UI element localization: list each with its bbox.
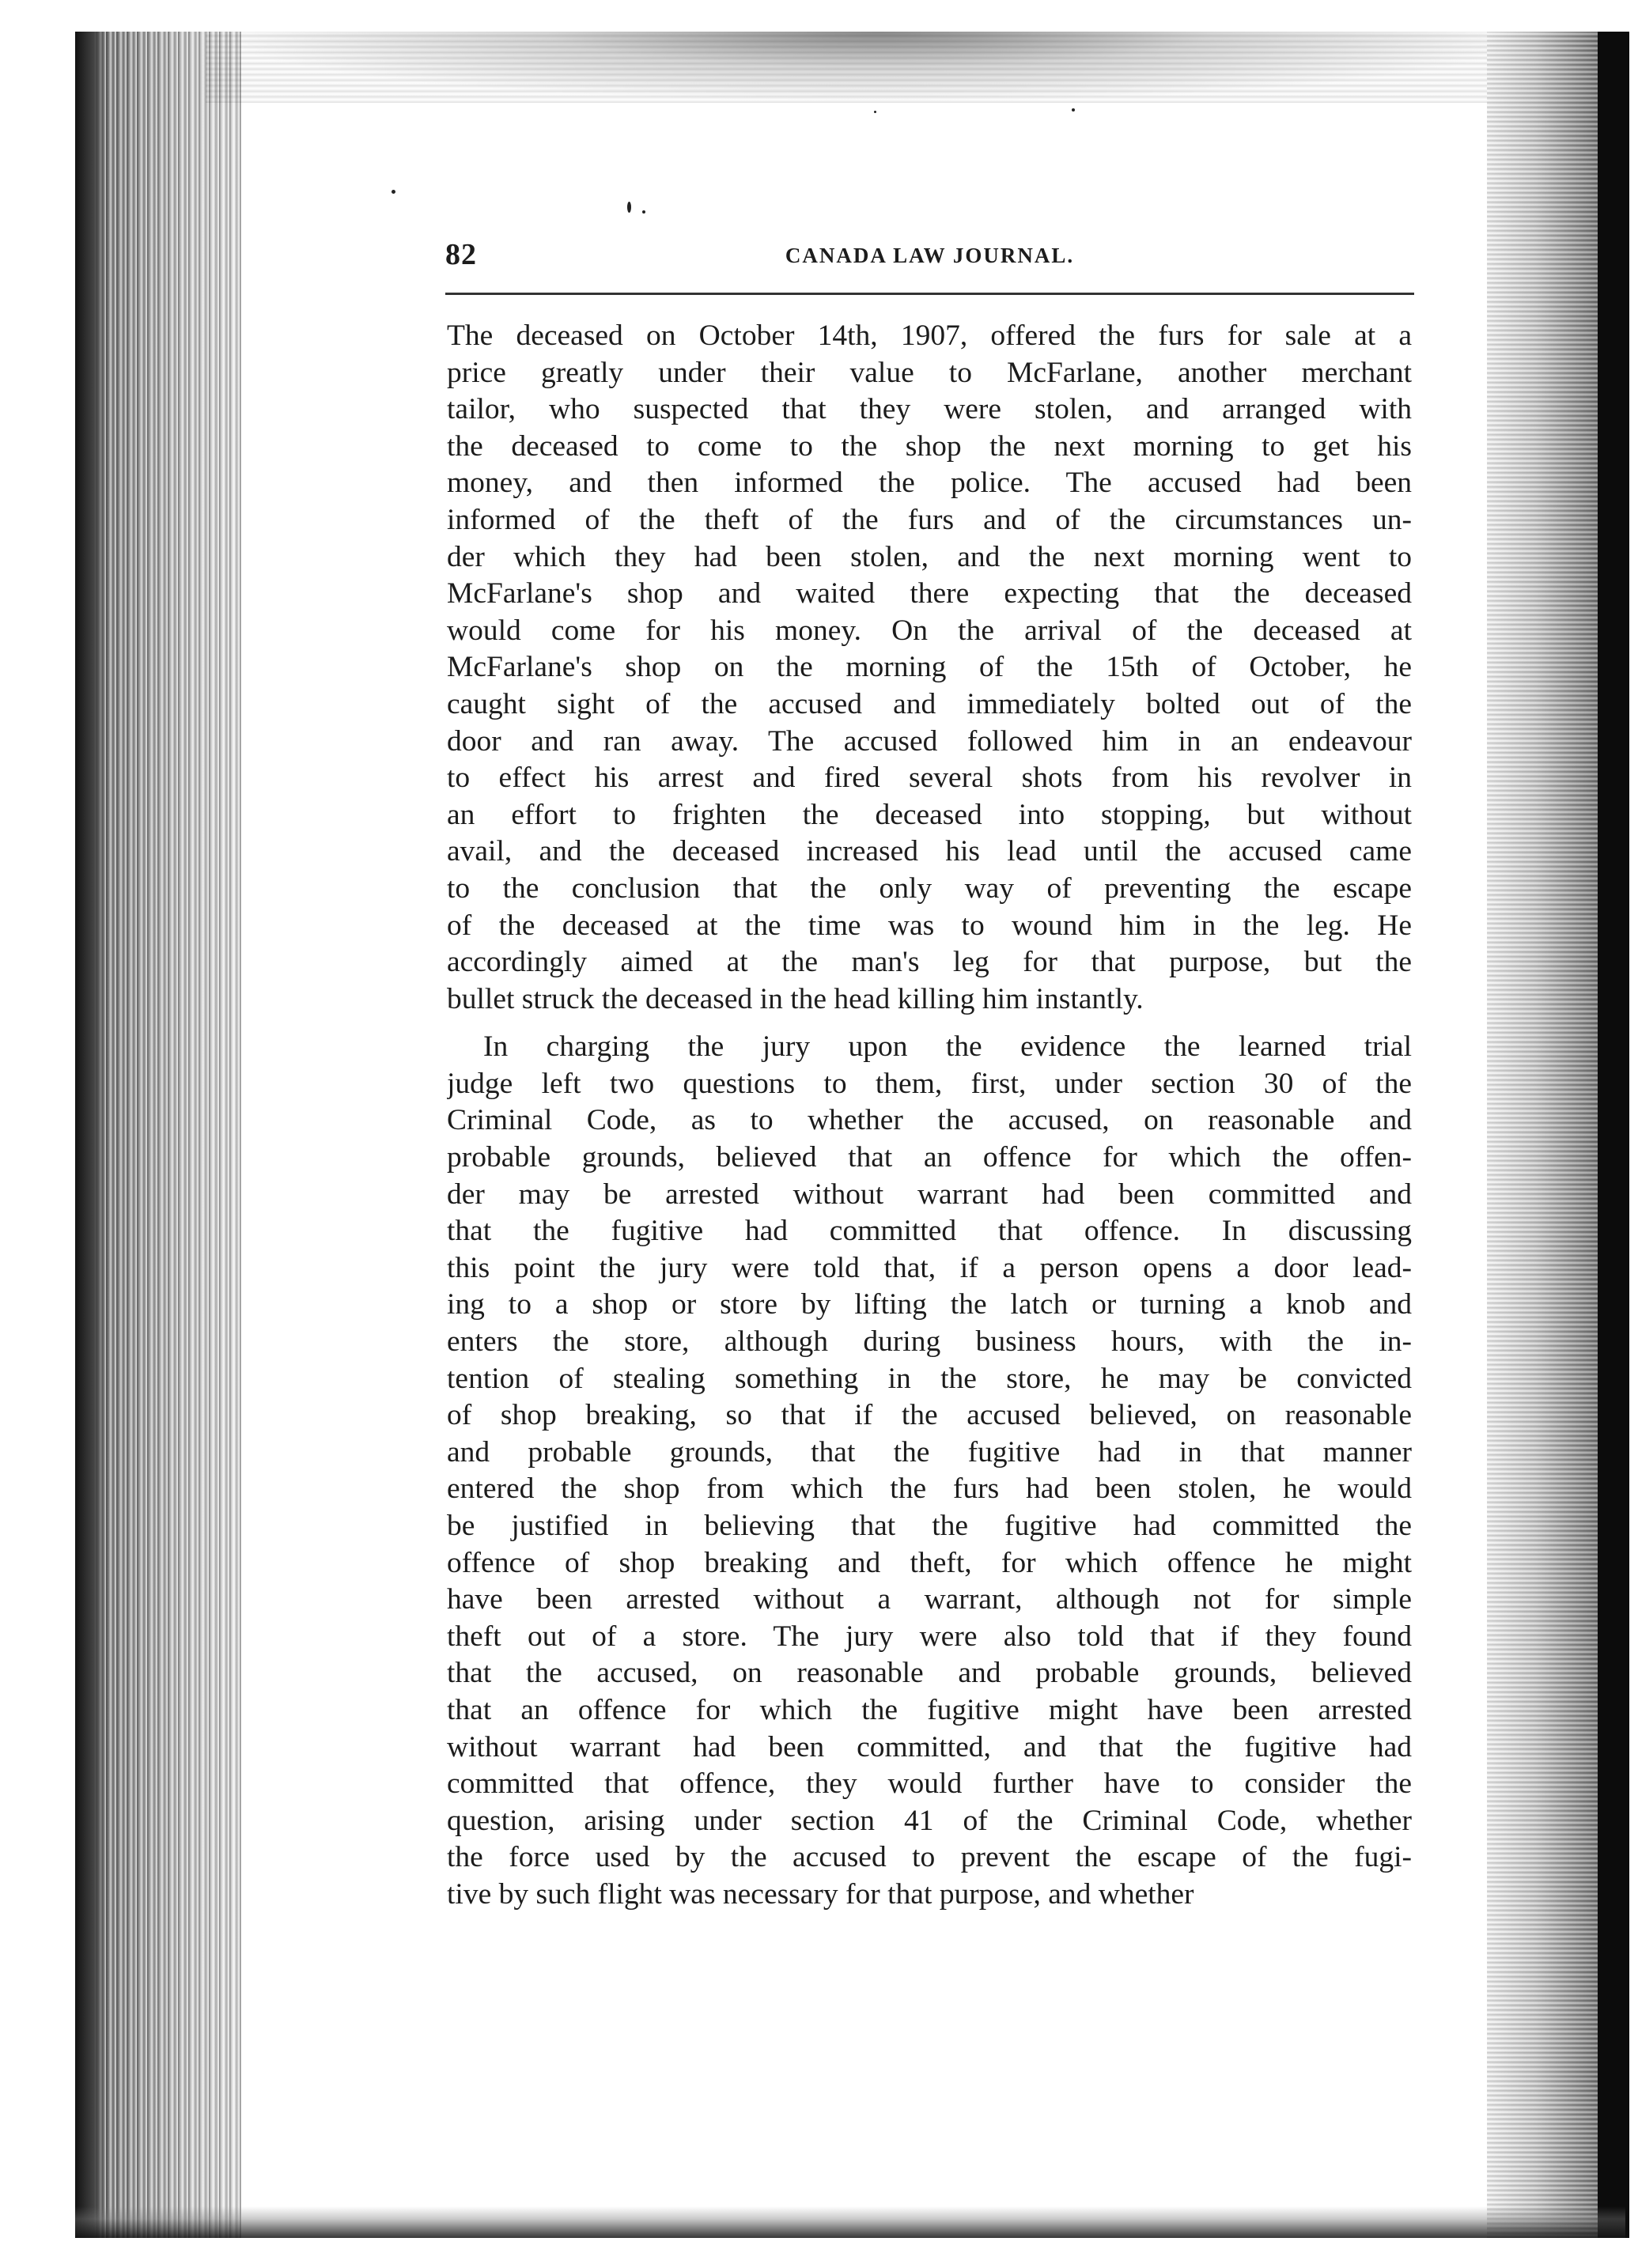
article-body xyxy=(447,318,1412,1914)
text-line: money, and then informed the police. The accused had been xyxy=(447,467,1412,500)
text-line: the deceased to come to the shop the next morning to get his xyxy=(447,429,1412,463)
scan-speck xyxy=(392,190,395,194)
text-line: tive by such flight was necessary for that purpose, and whether xyxy=(447,1877,1194,1911)
text-line: tailor, who suspected that they were stolen, and arranged with xyxy=(447,393,1412,426)
text-line: der which they had been stolen, and the next morning went to xyxy=(447,540,1412,573)
text-line: entered the shop from which the furs had been stolen, he would xyxy=(447,1472,1412,1506)
text-line: to effect his arrest and fired several shots from his revolver in xyxy=(447,762,1412,795)
text-line: offence of shop breaking and theft, for which offence he might xyxy=(447,1546,1412,1579)
running-head xyxy=(445,237,1414,285)
scan-top-edge xyxy=(206,32,1550,103)
text-line: theft out of a store. The jury were also told that if they found xyxy=(447,1620,1412,1653)
text-line: would come for his money. On the arrival of the deceased at xyxy=(447,614,1412,647)
paragraph-gap xyxy=(447,1018,1412,1029)
text-line: be justified in believing that the fugitive had committed the xyxy=(447,1510,1412,1542)
text-line: without warrant had been committed, and that the fugitive had xyxy=(447,1730,1412,1763)
text-line: tention of stealing something in the store, he may be convicted xyxy=(447,1362,1412,1395)
scan-speck xyxy=(874,111,876,113)
text-line: McFarlane's shop on the morning of the 15th of October, he xyxy=(447,651,1412,684)
text-line: of shop breaking, so that if the accused believed, on reasonable xyxy=(447,1399,1412,1432)
text-line: to the conclusion that the only way of preventing the escape xyxy=(447,871,1412,905)
text-line: price greatly under their value to McFarlane, another merchant xyxy=(447,356,1412,389)
text-line: der may be arrested without warrant had been committed and xyxy=(447,1177,1412,1211)
text-line: Criminal Code, as to whether the accused, on reasonable and xyxy=(447,1104,1412,1137)
text-line: ing to a shop or store by lifting the latch or turning a knob and xyxy=(447,1288,1412,1321)
paragraph-2 xyxy=(447,1029,1412,1913)
scan-speck xyxy=(627,202,631,213)
text-line: avail, and the deceased increased his lead until the accused came xyxy=(447,835,1412,868)
journal-title: CANADA LAW JOURNAL. xyxy=(785,244,1075,267)
text-line: informed of the theft of the furs and of the circumstances un- xyxy=(447,503,1412,536)
text-line: that an offence for which the fugitive might have been arrested xyxy=(447,1693,1412,1726)
text-line: bullet struck the deceased in the head killing him instantly. xyxy=(447,982,1144,1015)
text-line: probable grounds, believed that an offence for which the offen- xyxy=(447,1141,1412,1174)
scan-right-bar xyxy=(1598,32,1629,2238)
text-line: an effort to frighten the deceased into stopping, but without xyxy=(447,798,1412,831)
text-line: have been arrested without a warrant, although not for simple xyxy=(447,1583,1412,1616)
text-line: accordingly aimed at the man's leg for that purpose, but the xyxy=(447,946,1412,979)
text-line: the force used by the accused to prevent the escape of the fugi- xyxy=(447,1841,1412,1874)
scan-speck xyxy=(1072,108,1075,112)
text-line: The deceased on October 14th, 1907, offered the furs for sale at a xyxy=(447,319,1412,352)
page-number: 82 xyxy=(445,238,477,271)
text-line: judge left two questions to them, first, under section 30 of the xyxy=(447,1067,1412,1100)
scan-speck xyxy=(642,210,645,214)
scan-left-shadow xyxy=(75,32,107,2238)
text-line: of the deceased at the time was to wound him in the leg. He xyxy=(447,909,1412,942)
text-line: In charging the jury upon the evidence the learned trial xyxy=(483,1030,1412,1064)
text-line: committed that offence, they would further have to consider the xyxy=(447,1767,1412,1801)
text-line: door and ran away. The accused followed him in an endeavour xyxy=(447,724,1412,758)
scan-bottom-edge xyxy=(75,2206,1625,2238)
header-rule xyxy=(445,293,1414,295)
text-line: McFarlane's shop and waited there expecting that the deceased xyxy=(447,577,1412,610)
text-line: that the accused, on reasonable and probable grounds, believed xyxy=(447,1657,1412,1690)
text-line: enters the store, although during business hours, with the in- xyxy=(447,1325,1412,1359)
text-line: and probable grounds, that the fugitive had in that manner xyxy=(447,1435,1412,1469)
text-line: that the fugitive had committed that offence. In discussing xyxy=(447,1215,1412,1248)
text-line: this point the jury were told that, if a person opens a door lead- xyxy=(447,1251,1412,1284)
paragraph-1 xyxy=(447,318,1412,1018)
text-line: question, arising under section 41 of the Criminal Code, whether xyxy=(447,1804,1412,1837)
text-line: caught sight of the accused and immediately bolted out of the xyxy=(447,687,1412,720)
